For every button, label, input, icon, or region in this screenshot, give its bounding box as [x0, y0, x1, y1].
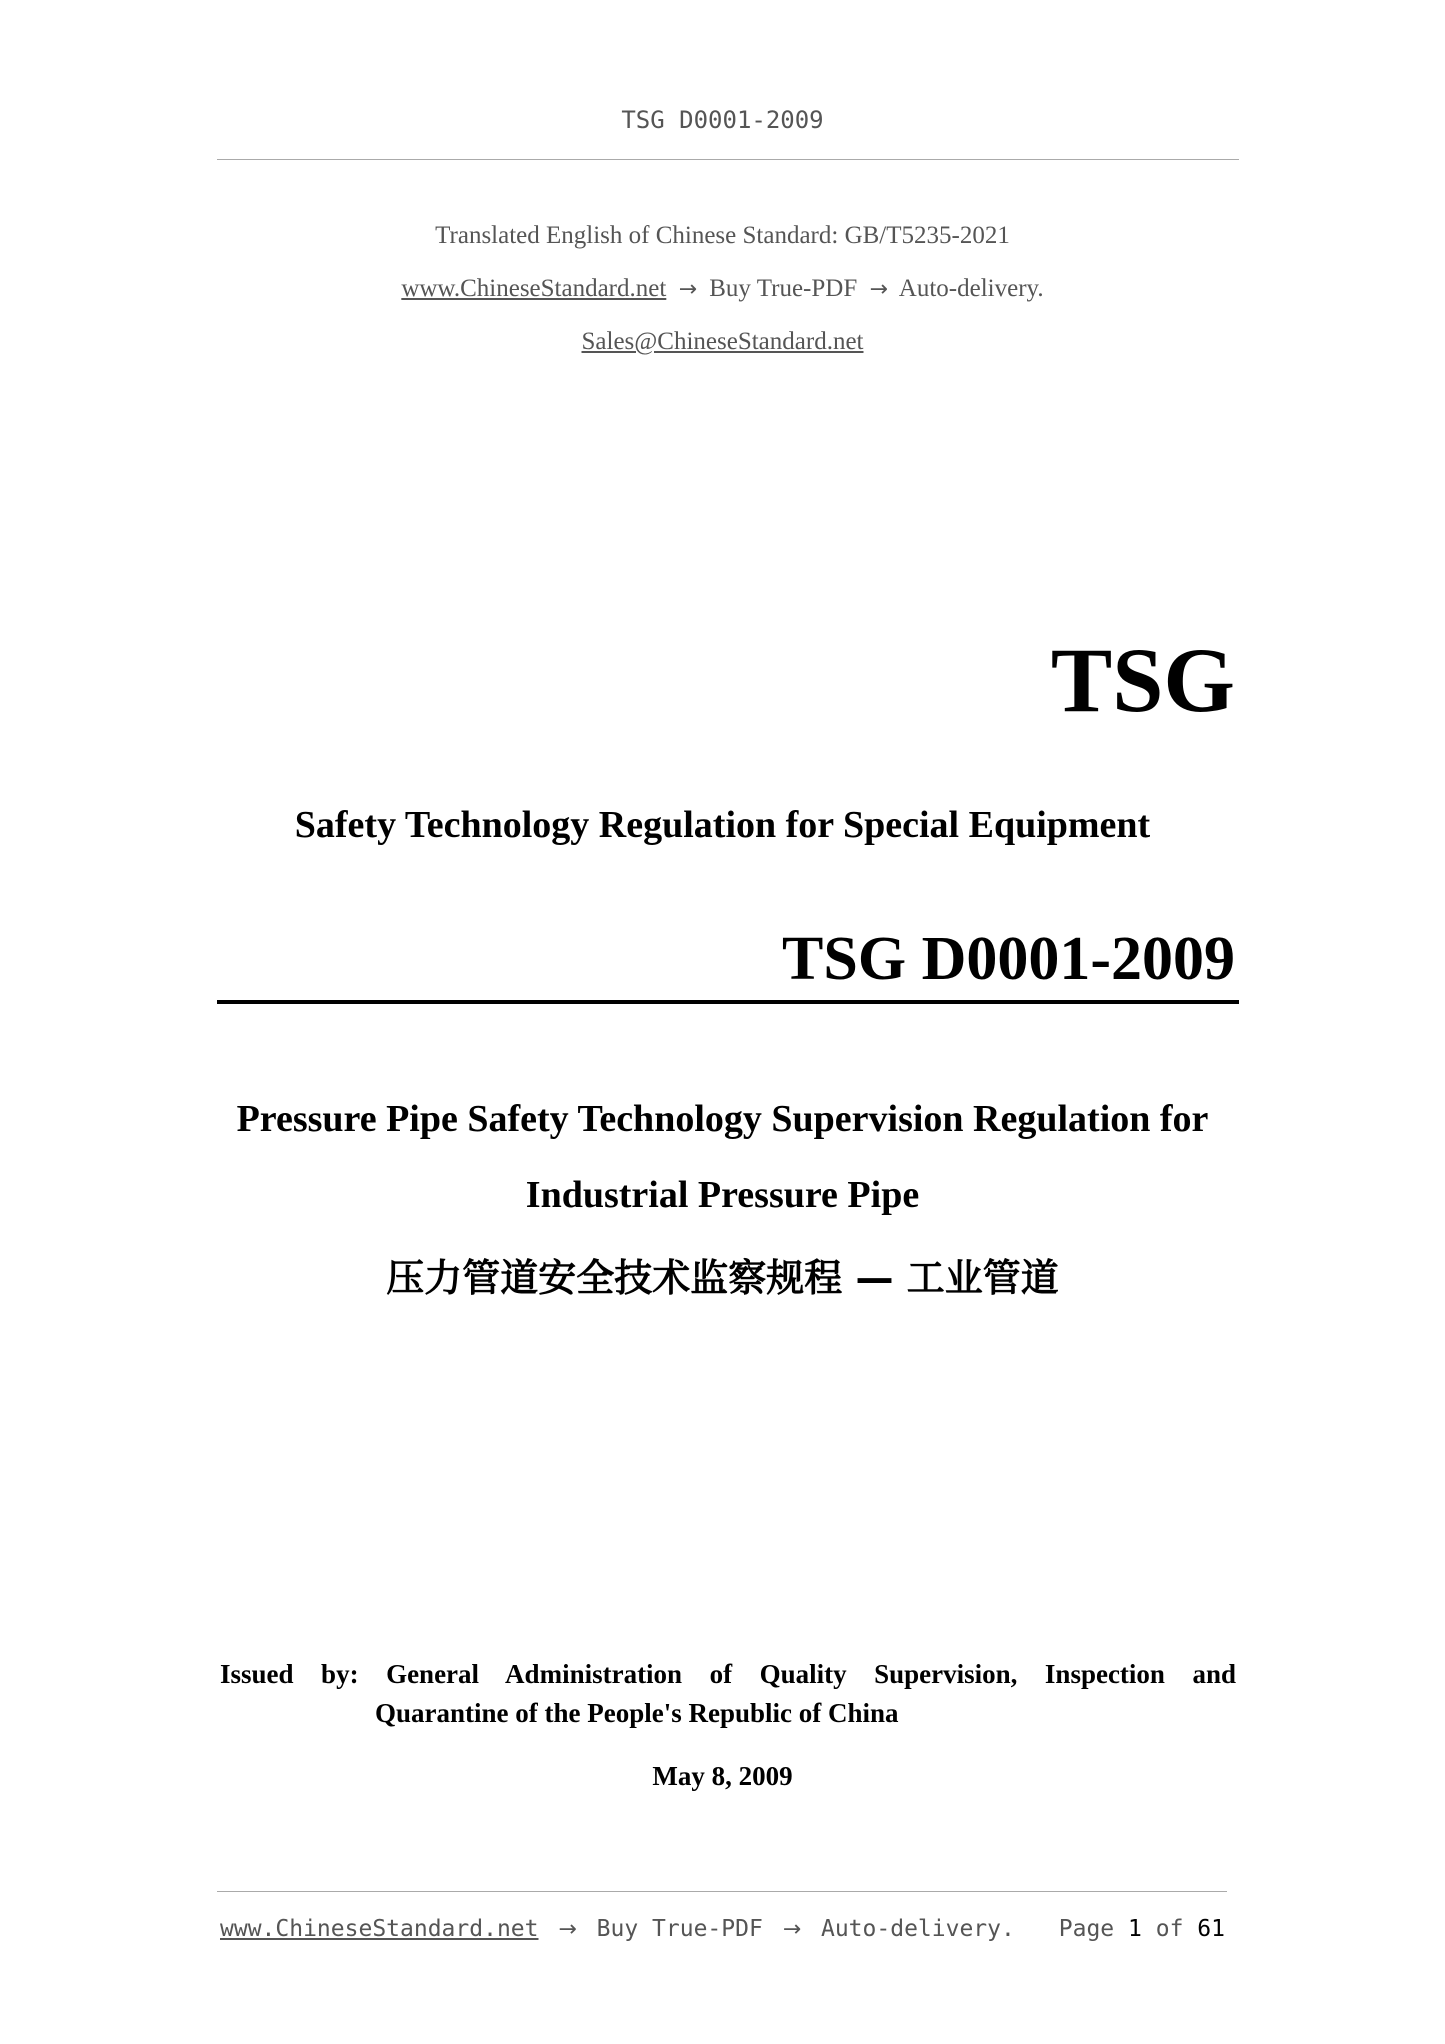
- document-number: TSG D0001-2009: [782, 925, 1235, 993]
- arrow-right-icon: →: [782, 1917, 802, 1942]
- site-link[interactable]: www.ChineseStandard.net: [401, 275, 667, 302]
- page-total: 61: [1197, 1916, 1225, 1942]
- running-header: TSG D0001-2009: [621, 106, 824, 134]
- series-name: Safety Technology Regulation for Special Equipment: [294, 804, 1151, 846]
- delivery-text: Auto-delivery.: [898, 275, 1044, 302]
- arrow-right-icon: →: [678, 277, 697, 302]
- page-indicator: [1059, 1916, 1225, 1942]
- email-line: [0, 328, 1445, 356]
- footer-site-link[interactable]: www.ChineseStandard.net: [220, 1916, 539, 1942]
- footer-buy-text: Buy True-PDF: [596, 1916, 763, 1942]
- issuer-line-2: Quarantine of the People's Republic of China: [375, 1698, 899, 1728]
- footer-delivery-text: Auto-delivery.: [820, 1916, 1015, 1942]
- page-of: of: [1155, 1916, 1184, 1942]
- page-current: 1: [1128, 1916, 1142, 1942]
- footer-divider: [217, 1891, 1227, 1892]
- title-english-line-1: Pressure Pipe Safety Technology Supervision Regulation for: [236, 1098, 1209, 1140]
- title-chinese: 压力管道安全技术监察规程 — 工业管道: [386, 1256, 1059, 1300]
- sales-email-link[interactable]: Sales@ChineseStandard.net: [581, 328, 864, 355]
- header-divider: [217, 159, 1239, 160]
- issuer-line-1: Issued by: General Administration of Quality Supervision, Inspection and: [220, 1659, 1236, 1689]
- footer-purchase-line: [220, 1916, 1015, 1942]
- buy-text: Buy True-PDF: [709, 275, 858, 302]
- purchase-line: [0, 275, 1445, 303]
- arrow-right-icon: →: [558, 1917, 577, 1942]
- document-number-rule: [217, 1000, 1239, 1004]
- arrow-right-icon: →: [869, 277, 888, 302]
- series-code: TSG: [1050, 629, 1235, 731]
- title-english-line-2: Industrial Pressure Pipe: [525, 1174, 920, 1216]
- translation-notice: Translated English of Chinese Standard: GB/T5235-2021: [435, 222, 1010, 249]
- issue-date: May 8, 2009: [652, 1761, 793, 1791]
- page-label: Page: [1058, 1916, 1115, 1942]
